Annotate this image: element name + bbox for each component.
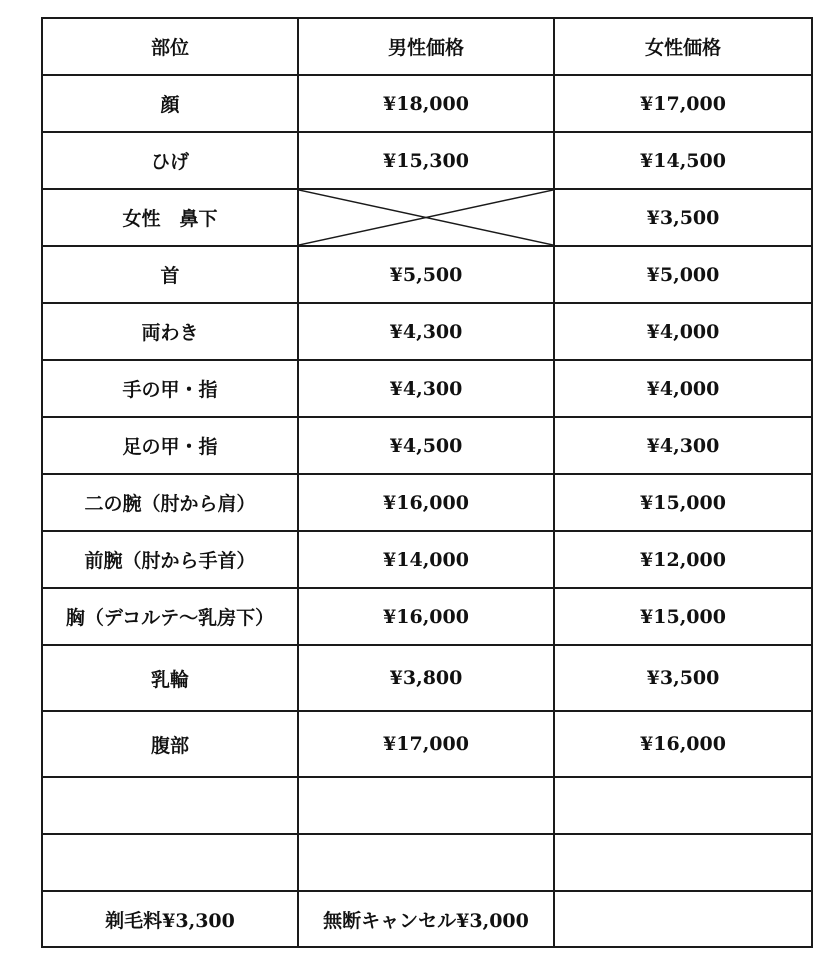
table-row (42, 588, 812, 645)
part-cell: 前腕（肘から手首） (42, 531, 298, 588)
empty-cell (42, 834, 298, 891)
female-price-cell: ¥15,000 (554, 474, 812, 531)
part-cell: 二の腕（肘から肩） (42, 474, 298, 531)
table-row (42, 531, 812, 588)
male-price-cell: ¥17,000 (298, 711, 554, 777)
table-row (42, 645, 812, 711)
male-price-cell: ¥4,300 (298, 303, 554, 360)
empty-cell (298, 777, 554, 834)
empty-cell (42, 777, 298, 834)
female-price-cell: ¥17,000 (554, 75, 812, 132)
table-row (42, 189, 812, 246)
male-price-cell: ¥5,500 (298, 246, 554, 303)
part-cell: 乳輪 (42, 645, 298, 711)
female-price-cell: ¥14,500 (554, 132, 812, 189)
part-cell: 女性 鼻下 (42, 189, 298, 246)
part-cell: 手の甲・指 (42, 360, 298, 417)
female-price-cell: ¥3,500 (554, 645, 812, 711)
female-price-cell: ¥15,000 (554, 588, 812, 645)
empty-cell (554, 834, 812, 891)
shaving-fee-note: 剃毛料¥3,300 (42, 891, 298, 947)
male-price-cell: ¥3,800 (298, 645, 554, 711)
empty-cell (554, 891, 812, 947)
empty-cell (554, 777, 812, 834)
table-row (42, 303, 812, 360)
female-price-cell: ¥5,000 (554, 246, 812, 303)
cancel-fee-note: 無断キャンセル¥3,000 (298, 891, 554, 947)
male-price-cell: ¥15,300 (298, 132, 554, 189)
empty-row (42, 834, 812, 891)
footer-row (42, 891, 812, 947)
part-cell: 両わき (42, 303, 298, 360)
part-cell: 首 (42, 246, 298, 303)
male-price-cell: ¥4,300 (298, 360, 554, 417)
female-price-cell: ¥4,000 (554, 360, 812, 417)
male-price-cell: ¥16,000 (298, 474, 554, 531)
empty-row (42, 777, 812, 834)
table-row (42, 474, 812, 531)
cross-out-mark (299, 190, 553, 245)
price-table (41, 17, 813, 948)
header-female-price: 女性価格 (554, 18, 812, 75)
table-row (42, 417, 812, 474)
female-price-cell: ¥4,300 (554, 417, 812, 474)
header-male-price: 男性価格 (298, 18, 554, 75)
part-cell: ひげ (42, 132, 298, 189)
part-cell: 顔 (42, 75, 298, 132)
part-cell: 足の甲・指 (42, 417, 298, 474)
table-row (42, 132, 812, 189)
female-price-cell: ¥4,000 (554, 303, 812, 360)
female-price-cell: ¥16,000 (554, 711, 812, 777)
part-cell: 胸（デコルテ〜乳房下） (42, 588, 298, 645)
header-row (42, 18, 812, 75)
part-cell: 腹部 (42, 711, 298, 777)
table-row (42, 75, 812, 132)
female-price-cell: ¥3,500 (554, 189, 812, 246)
male-price-cell: ¥4,500 (298, 417, 554, 474)
male-price-cell: ¥16,000 (298, 588, 554, 645)
not-applicable-cell (298, 189, 554, 246)
table-row (42, 711, 812, 777)
empty-cell (298, 834, 554, 891)
male-price-cell: ¥18,000 (298, 75, 554, 132)
male-price-cell: ¥14,000 (298, 531, 554, 588)
header-part: 部位 (42, 18, 298, 75)
female-price-cell: ¥12,000 (554, 531, 812, 588)
table-row (42, 360, 812, 417)
table-row (42, 246, 812, 303)
